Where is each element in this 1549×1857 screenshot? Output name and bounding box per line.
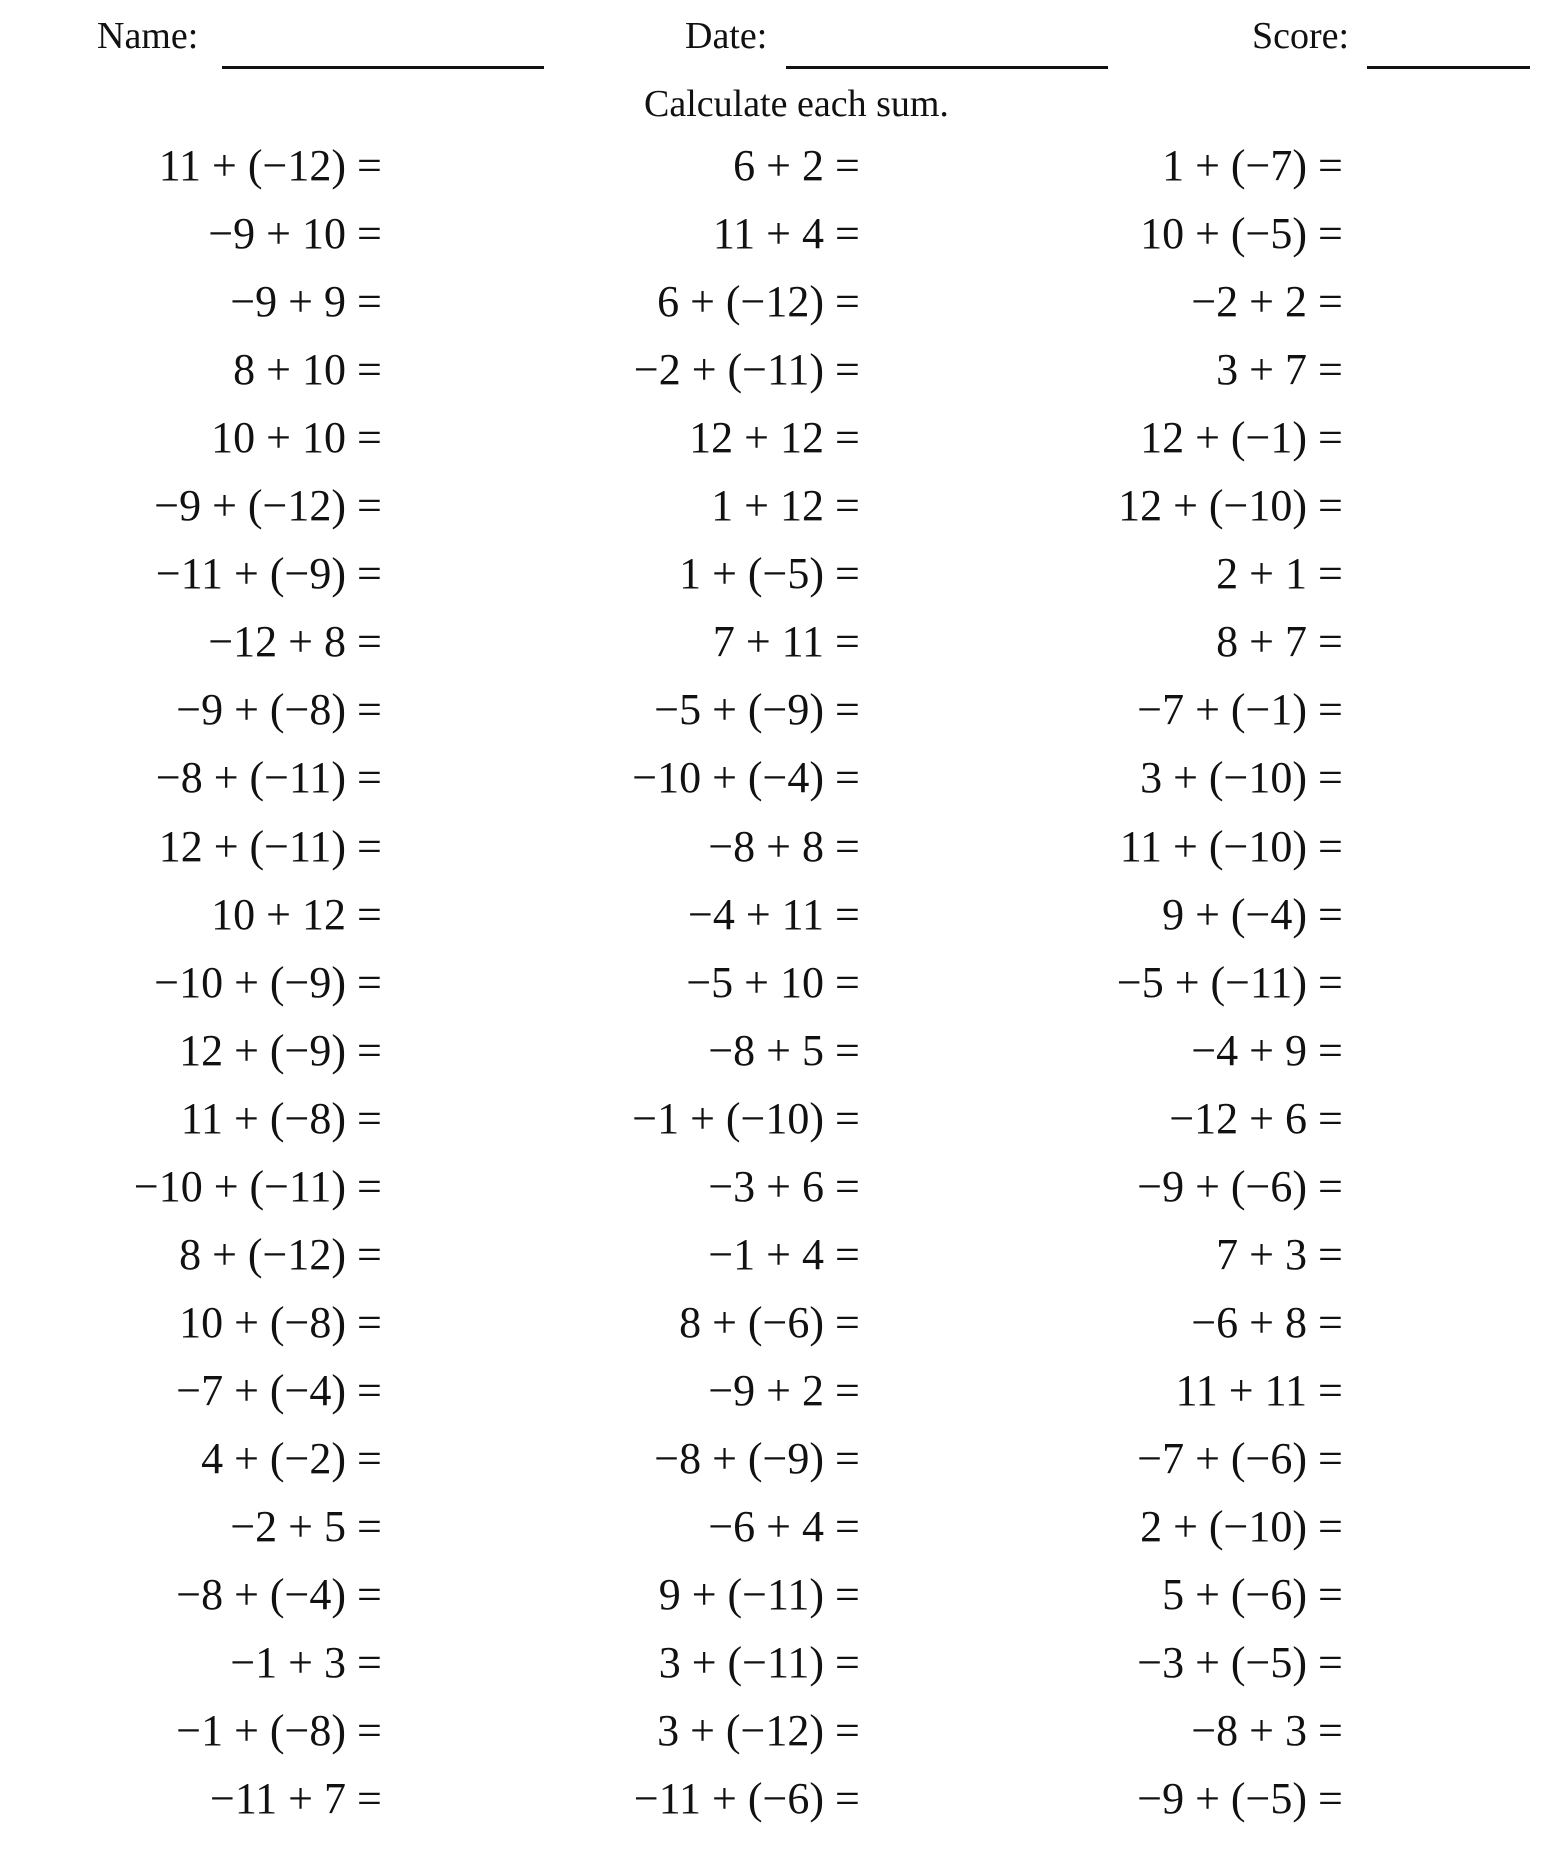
problem-expression: −9 + (−5): [1137, 1774, 1307, 1823]
equals-sign: =: [357, 413, 382, 462]
problem-expression: 3 + (−10): [1140, 753, 1307, 802]
problem-row: [0, 1567, 1307, 1623]
equals-sign: =: [835, 209, 860, 258]
equals-sign: =: [357, 277, 382, 326]
equals-sign: =: [357, 209, 382, 258]
problem-expression: −3 + 6: [708, 1162, 824, 1211]
equals-sign: =: [835, 1502, 860, 1551]
problem-row: [0, 546, 1307, 602]
problem-expression: 9 + (−4): [1162, 890, 1307, 939]
problem-expression: −5 + 10: [686, 958, 824, 1007]
equals-sign: =: [357, 753, 382, 802]
instructions-text: Calculate each sum.: [644, 83, 949, 125]
equals-sign: =: [835, 1706, 860, 1755]
equals-sign: =: [1318, 413, 1343, 462]
equals-sign: =: [357, 345, 382, 394]
problem-expression: 8 + 7: [1216, 617, 1307, 666]
equals-sign: =: [1318, 1026, 1343, 1075]
problem-expression: 11 + 4: [712, 209, 824, 258]
problem-expression: 11 + 11: [1175, 1366, 1307, 1415]
equals-sign: =: [357, 1230, 382, 1279]
problem-expression: 3 + (−12): [657, 1706, 824, 1755]
equals-sign: =: [357, 141, 382, 190]
equals-sign: =: [1318, 890, 1343, 939]
equals-sign: =: [1318, 481, 1343, 530]
equals-sign: =: [357, 1434, 382, 1483]
problem-expression: −1 + 3: [230, 1638, 346, 1687]
problem-row: [0, 1363, 1307, 1419]
problem-expression: −7 + (−6): [1137, 1434, 1307, 1483]
problem-row: [0, 614, 1307, 670]
equals-sign: =: [1318, 753, 1343, 802]
equals-sign: =: [1318, 1094, 1343, 1143]
equals-sign: =: [835, 753, 860, 802]
problem-expression: 2 + (−10): [1140, 1502, 1307, 1551]
problem-row: [0, 955, 1307, 1011]
problem-expression: 1 + (−7): [1162, 141, 1307, 190]
problem-expression: 10 + (−5): [1140, 209, 1307, 258]
problem-expression: 11 + (−10): [1119, 822, 1307, 871]
problem-expression: −6 + 8: [1191, 1298, 1307, 1347]
problem-expression: −10 + (−9): [154, 958, 346, 1007]
problem-row: [0, 1159, 1307, 1215]
equals-sign: =: [835, 277, 860, 326]
equals-sign: =: [835, 141, 860, 190]
equals-sign: =: [835, 822, 860, 871]
problem-row: [0, 1431, 1307, 1487]
equals-sign: =: [1318, 277, 1343, 326]
problem-expression: 10 + (−8): [179, 1298, 346, 1347]
problem-expression: −9 + (−6): [1137, 1162, 1307, 1211]
equals-sign: =: [357, 958, 382, 1007]
equals-sign: =: [357, 1706, 382, 1755]
equals-sign: =: [1318, 1774, 1343, 1823]
problem-expression: −9 + 10: [208, 209, 346, 258]
equals-sign: =: [357, 1774, 382, 1823]
problem-expression: −12 + 6: [1169, 1094, 1307, 1143]
problem-row: [0, 1091, 1307, 1147]
equals-sign: =: [357, 1366, 382, 1415]
equals-sign: =: [357, 1638, 382, 1687]
problem-row: [0, 410, 1307, 466]
equals-sign: =: [835, 617, 860, 666]
equals-sign: =: [1318, 209, 1343, 258]
problem-expression: −2 + 5: [230, 1502, 346, 1551]
problem-expression: −4 + 9: [1191, 1026, 1307, 1075]
equals-sign: =: [835, 481, 860, 530]
problem-row: [0, 274, 1307, 330]
problem-expression: −8 + 3: [1191, 1706, 1307, 1755]
equals-sign: =: [835, 1774, 860, 1823]
problem-expression: −10 + (−11): [133, 1162, 346, 1211]
problem-expression: −7 + (−4): [176, 1366, 346, 1415]
equals-sign: =: [1318, 617, 1343, 666]
problem-expression: −11 + (−6): [633, 1774, 824, 1823]
problem-row: [0, 138, 1307, 194]
problem-expression: −8 + 5: [708, 1026, 824, 1075]
equals-sign: =: [835, 958, 860, 1007]
problem-expression: −9 + 2: [708, 1366, 824, 1415]
problem-row: [0, 1635, 1307, 1691]
problem-expression: 2 + 1: [1216, 549, 1307, 598]
problem-expression: −7 + (−1): [1137, 685, 1307, 734]
equals-sign: =: [1318, 1434, 1343, 1483]
problem-expression: 12 + (−11): [158, 822, 346, 871]
problem-expression: −8 + (−11): [155, 753, 346, 802]
problem-expression: 7 + 11: [712, 617, 824, 666]
equals-sign: =: [357, 549, 382, 598]
problem-expression: −1 + (−10): [632, 1094, 824, 1143]
problem-expression: 6 + (−12): [657, 277, 824, 326]
problem-row: [0, 1227, 1307, 1283]
equals-sign: =: [835, 1434, 860, 1483]
equals-sign: =: [1318, 345, 1343, 394]
equals-sign: =: [1318, 1366, 1343, 1415]
problem-expression: −8 + (−4): [176, 1570, 346, 1619]
problem-expression: −10 + (−4): [632, 753, 824, 802]
equals-sign: =: [835, 1298, 860, 1347]
score-label: Score:: [1252, 15, 1350, 57]
equals-sign: =: [1318, 141, 1343, 190]
problem-expression: −5 + (−11): [1116, 958, 1307, 1007]
problem-expression: 4 + (−2): [201, 1434, 346, 1483]
problem-row: [0, 750, 1307, 806]
equals-sign: =: [1318, 1502, 1343, 1551]
problem-expression: 8 + (−6): [679, 1298, 824, 1347]
equals-sign: =: [357, 481, 382, 530]
problem-expression: 1 + 12: [711, 481, 824, 530]
problem-expression: −2 + (−11): [633, 345, 824, 394]
problem-expression: −12 + 8: [208, 617, 346, 666]
problem-expression: −3 + (−5): [1137, 1638, 1307, 1687]
equals-sign: =: [357, 1298, 382, 1347]
equals-sign: =: [357, 890, 382, 939]
date-label: Date:: [685, 15, 768, 57]
problem-expression: −9 + 9: [230, 277, 346, 326]
equals-sign: =: [835, 890, 860, 939]
equals-sign: =: [357, 685, 382, 734]
problem-expression: −5 + (−9): [654, 685, 824, 734]
problem-expression: 6 + 2: [733, 141, 824, 190]
equals-sign: =: [835, 1162, 860, 1211]
problem-expression: −9 + (−8): [176, 685, 346, 734]
problem-expression: 10 + 10: [211, 413, 346, 462]
equals-sign: =: [1318, 1570, 1343, 1619]
problem-expression: 3 + 7: [1216, 345, 1307, 394]
problem-row: [0, 1295, 1307, 1351]
problem-expression: 8 + (−12): [179, 1230, 346, 1279]
equals-sign: =: [835, 345, 860, 394]
problem-expression: 12 + (−10): [1118, 481, 1307, 530]
equals-sign: =: [835, 1366, 860, 1415]
equals-sign: =: [1318, 685, 1343, 734]
problem-expression: −11 + 7: [210, 1774, 346, 1823]
problem-expression: 5 + (−6): [1162, 1570, 1307, 1619]
problem-row: [0, 1771, 1307, 1827]
problem-expression: −9 + (−12): [154, 481, 346, 530]
problem-expression: 12 + (−9): [179, 1026, 346, 1075]
problem-expression: 12 + (−1): [1140, 413, 1307, 462]
equals-sign: =: [835, 1230, 860, 1279]
equals-sign: =: [835, 1026, 860, 1075]
equals-sign: =: [835, 1638, 860, 1687]
equals-sign: =: [357, 1094, 382, 1143]
equals-sign: =: [1318, 822, 1343, 871]
equals-sign: =: [1318, 1162, 1343, 1211]
equals-sign: =: [1318, 1230, 1343, 1279]
problem-row: [0, 887, 1307, 943]
equals-sign: =: [835, 1570, 860, 1619]
problem-expression: −1 + (−8): [176, 1706, 346, 1755]
problem-expression: 9 + (−11): [658, 1570, 824, 1619]
problem-expression: 8 + 10: [233, 345, 346, 394]
problem-expression: 1 + (−5): [679, 549, 824, 598]
problem-expression: 12 + 12: [689, 413, 824, 462]
problem-expression: 11 + (−8): [180, 1094, 346, 1143]
equals-sign: =: [357, 1162, 382, 1211]
equals-sign: =: [835, 413, 860, 462]
problem-expression: −2 + 2: [1191, 277, 1307, 326]
problem-row: [0, 819, 1307, 875]
equals-sign: =: [835, 549, 860, 598]
problem-expression: −1 + 4: [708, 1230, 824, 1279]
problem-row: [0, 1499, 1307, 1555]
problem-expression: −8 + 8: [708, 822, 824, 871]
equals-sign: =: [1318, 549, 1343, 598]
equals-sign: =: [835, 1094, 860, 1143]
problem-row: [0, 1023, 1307, 1079]
equals-sign: =: [1318, 958, 1343, 1007]
equals-sign: =: [357, 617, 382, 666]
problem-expression: 10 + 12: [211, 890, 346, 939]
equals-sign: =: [1318, 1706, 1343, 1755]
equals-sign: =: [835, 685, 860, 734]
equals-sign: =: [357, 1026, 382, 1075]
equals-sign: =: [357, 822, 382, 871]
problem-expression: 3 + (−11): [658, 1638, 824, 1687]
problem-expression: −6 + 4: [708, 1502, 824, 1551]
problem-row: [0, 682, 1307, 738]
name-label: Name:: [97, 15, 199, 57]
equals-sign: =: [1318, 1298, 1343, 1347]
problem-row: [0, 1703, 1307, 1759]
equals-sign: =: [357, 1502, 382, 1551]
equals-sign: =: [1318, 1638, 1343, 1687]
problem-row: [0, 342, 1307, 398]
equals-sign: =: [357, 1570, 382, 1619]
problem-expression: 11 + (−12): [158, 141, 346, 190]
problem-expression: 7 + 3: [1216, 1230, 1307, 1279]
problem-row: [0, 206, 1307, 262]
problem-expression: −4 + 11: [688, 890, 824, 939]
problem-expression: −11 + (−9): [155, 549, 346, 598]
problem-expression: −8 + (−9): [654, 1434, 824, 1483]
problem-row: [0, 478, 1307, 534]
